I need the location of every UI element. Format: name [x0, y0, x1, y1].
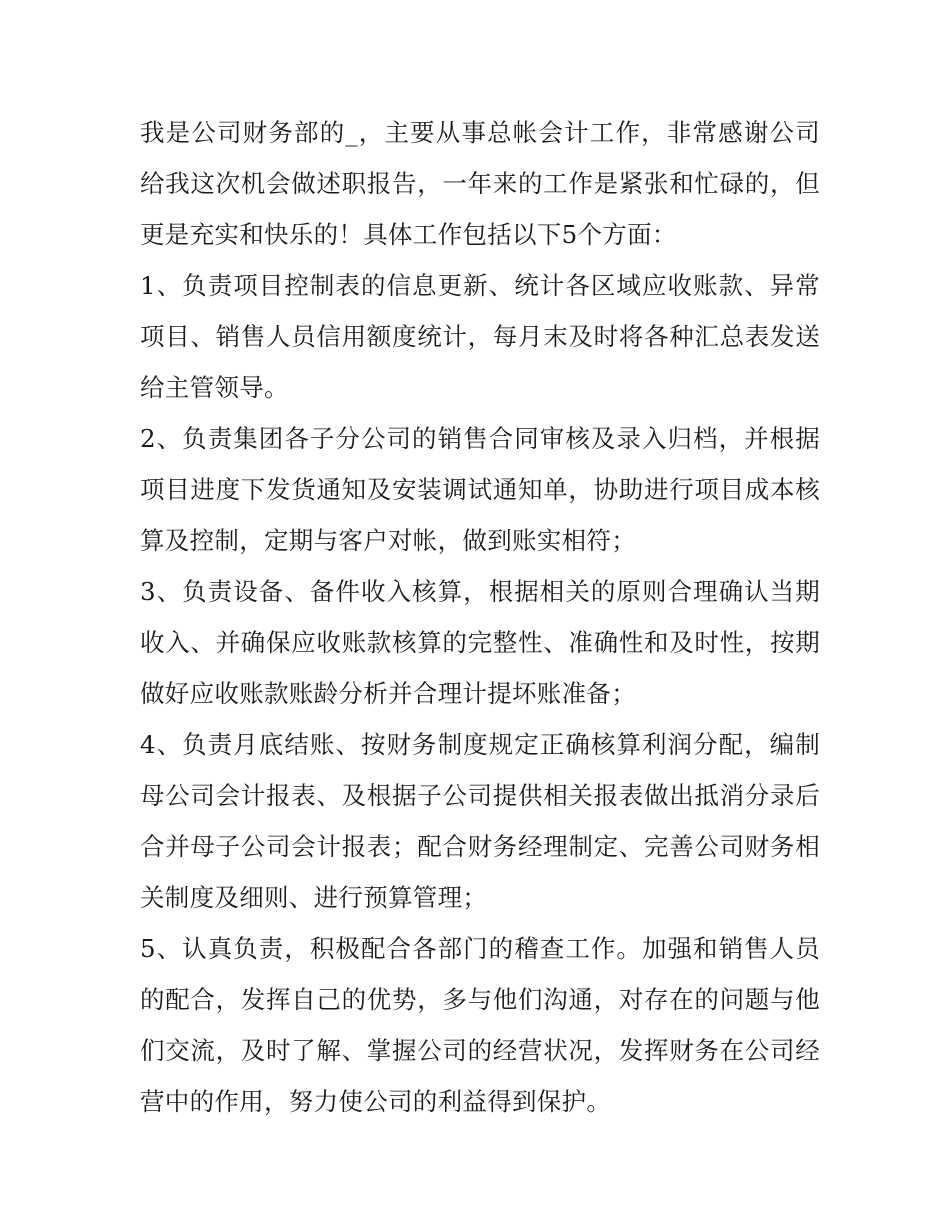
paragraph-item-2: 2、负责集团各子分公司的销售合同审核及录入归档，并根据项目进度下发货通知及安装调试通知单，协助进行项目成本核算及控制，定期与客户对帐，做到账实相符； [140, 424, 820, 555]
document-body [140, 107, 820, 1127]
paragraph-item-1: 1、负责项目控制表的信息更新、统计各区域应收账款、异常项目、销售人员信用额度统计，每月末及时将各种汇总表发送给主管领导。 [140, 271, 820, 402]
paragraph-intro: 我是公司财务部的_，主要从事总帐会计工作，非常感谢公司给我这次机会做述职报告，一年来的工作是紧张和忙碌的，但更是充实和快乐的！具体工作包括以下5个方面： [140, 118, 820, 249]
paragraph-item-5: 5、认真负责，积极配合各部门的稽查工作。加强和销售人员的配合，发挥自己的优势，多与他们沟通，对存在的问题与他们交流，及时了解、掌握公司的经营状况，发挥财务在公司经营中的作用，努力使公司的利益得到保护。 [140, 934, 820, 1116]
paragraph-item-3: 3、负责设备、备件收入核算，根据相关的原则合理确认当期收入、并确保应收账款核算的完整性、准确性和及时性，按期做好应收账款账龄分析并合理计提坏账准备； [140, 577, 820, 708]
paragraph-item-4: 4、负责月底结账、按财务制度规定正确核算利润分配，编制母公司会计报表、及根据子公司提供相关报表做出抵消分录后合并母子公司会计报表；配合财务经理制定、完善公司财务相关制度及细则、进行预算管理； [140, 730, 820, 912]
